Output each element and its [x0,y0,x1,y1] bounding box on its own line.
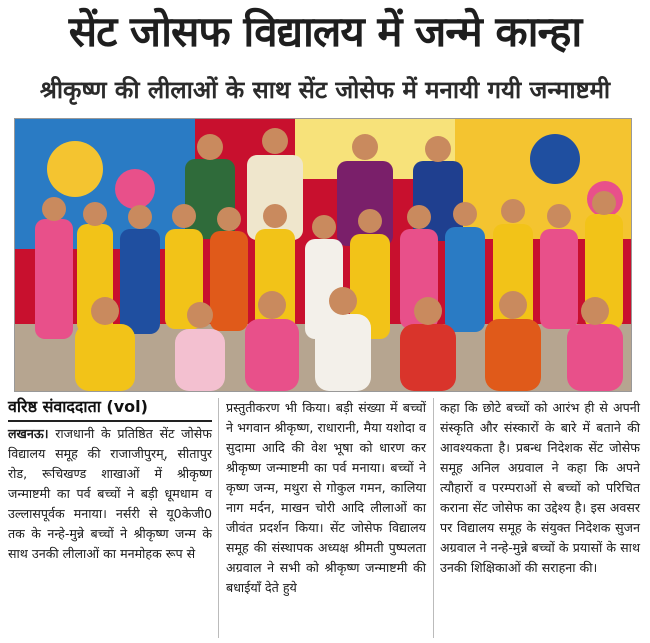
column-divider [433,398,434,638]
byline: वरिष्ठ संवाददाता (vol) [8,397,148,416]
column-divider [218,398,219,638]
photo-icon [15,119,631,391]
subheadline: श्रीकृष्ण की लीलाओं के साथ सेंट जोसेफ में मनायी गयी जन्माष्टमी [39,76,611,104]
article-column-3 [440,398,640,578]
article-text-1: राजधानी के प्रतिष्ठित सेंट जोसेफ विद्यालय समूह की राजाजीपुरम्, सीतापुर रोड, रूचिखण्ड शाखाओं में श्रीकृष्ण जन्माष्टमी का पर्व बच्चों ने बड़ी धूमधाम व उल्लासपूर्वक मनाया। नर्सरी से यू0केजी0 तक के नन्हे-मुन्ने बच्चों ने श्रीकृष्ण जन्म के साथ उनकी लीलाओं का मनमोहक रूप से [8,426,212,561]
headline: सेंट जोसफ विद्यालय में जन्मे कान्हा [68,7,582,56]
article-text-3: कहा कि छोटे बच्चों को आरंभ ही से अपनी संस्कृति और संस्कारों के बारे में बताने की आवश्यकता है। प्रबन्ध निदेशक सेंट जोसेफ समूह अनिल अग्रवाल ने कहा कि अपने त्यौहारों व परम्पराओं से बच्चों को परिचित कराना सेंट जोसेफ का उद्देश्य है। इस अवसर पर विद्यालय समूह के संयुक्त निदेशक सुजन अग्रवाल ने नन्हे-मुन्ने बच्चों के प्रयासों के साथ उनकी शिक्षिकाओं की सराहना की। [440,400,640,575]
article-column-2 [226,398,426,598]
article-text-2: प्रस्तुतीकरण भी किया। बड़ी संख्या में बच्चों ने भगवान श्रीकृष्ण, राधारानी, मैया यशोदा व सुदामा आदि की वेश भूषा को धारण कर श्रीकृष्ण जन्माष्टमी का पर्व मनाया। बच्चों ने कृष्ण जन्म, मथुरा से गोकुल गमन, कालिया नाग मर्दन, माखन चोरी आदि लीलाओं का जीवंत प्रदर्शन किया। सेंट जोसेफ विद्यालय समूह की संस्थापक अध्यक्ष श्रीमती पुष्पलता अग्रवाल ने सभी को श्रीकृष्ण जन्माष्टमी की बधाईयाँ देते हुये [226,400,426,595]
article-column-1 [8,424,212,564]
news-photo [14,118,632,392]
byline-rule [8,420,212,422]
dateline: लखनऊ। [8,426,49,441]
